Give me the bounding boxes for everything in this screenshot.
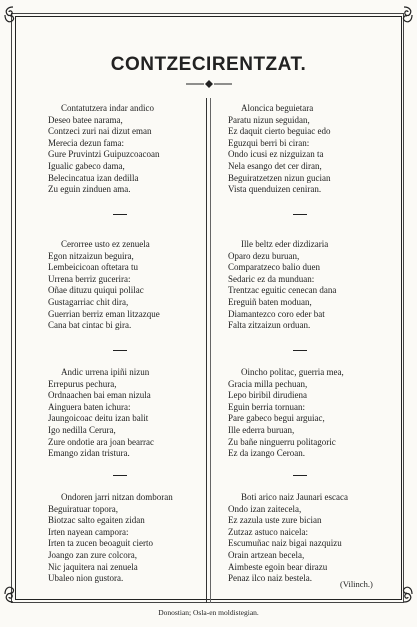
verse-line: Deseo batee narama,	[48, 114, 123, 125]
verse-line: Trentzac eguitic cenecan dana	[228, 285, 337, 296]
verse-line: Diamantezco coro eder bat	[228, 308, 325, 319]
verse-line: Comparatzeco balio duen	[228, 262, 320, 273]
verse-line: Eguzqui berri bi ciran:	[228, 137, 310, 148]
verse-line: Oincho politac, guerria mea,	[241, 367, 344, 377]
verse-line: Gracia milla pechuan,	[228, 378, 308, 389]
verse-line: Escumuñac naiz bigai nazquizu	[228, 538, 342, 549]
corner-ornament-icon	[2, 4, 24, 26]
stanza-separator	[113, 475, 127, 476]
corner-ornament-icon	[393, 4, 415, 26]
verse-line: Ereguiñ baten moduan,	[228, 296, 312, 307]
corner-ornament-icon	[2, 583, 24, 605]
verse-line: Contzeci zuri nai dizut eman	[48, 126, 152, 137]
verse-line: Cana bat cintac bi gira.	[48, 320, 132, 331]
stanza-left-2	[48, 239, 160, 332]
verse-line: Ondo izan zaitecela,	[228, 503, 302, 514]
verse-line: Sedaric ez da munduan:	[228, 273, 315, 284]
corner-ornament-icon	[393, 583, 415, 605]
verse-line: Irten nayean campora:	[48, 526, 129, 537]
verse-line: Belecincatua izan dedilla	[48, 172, 139, 183]
verse-line: Nela esango det cer diran,	[228, 160, 322, 171]
verse-line: Guerrian berriz eman litzazque	[48, 308, 160, 319]
verse-line: Zu bañe ninguerru politagoric	[228, 436, 336, 447]
verse-line: Ubaleo nion gustora.	[48, 573, 124, 584]
stanza-separator	[113, 214, 127, 215]
page-title: CONTZECIRENTZAT.	[110, 54, 307, 75]
verse-line: Merecia dezun fama:	[48, 137, 124, 148]
stanza-separator	[293, 214, 307, 215]
verse-line: Irten ta zucen beoaguit cierto	[48, 538, 153, 549]
verse-line: Aloncica beguietara	[241, 103, 314, 113]
stanza-right-1	[228, 103, 330, 196]
verse-line: Gustagarriac chit dira,	[48, 296, 129, 307]
verse-line: Gure Pruvintzi Guipuzcoacoan	[48, 149, 160, 160]
verse-line: Vista quenduizen ceniran.	[228, 184, 322, 195]
author-signature: (Vilinch.)	[340, 579, 373, 589]
column-divider	[206, 98, 211, 603]
title-ornament-icon	[186, 80, 232, 88]
verse-line: Ez zazula uste zure bician	[228, 515, 322, 526]
verse-line: Lembeicicoan oftetara tu	[48, 262, 138, 273]
verse-line: Ez da izango Ceroan.	[228, 448, 305, 459]
verse-line: Beguiratuar topora,	[48, 503, 118, 514]
printer-footer: Donostian; Osla-en moldistegian.	[158, 608, 259, 617]
stanza-right-2	[228, 239, 336, 332]
verse-line: Nic jaquitera nai zenuela	[48, 561, 138, 572]
verse-line: Contatutzera indar andico	[61, 103, 154, 113]
verse-line: Zure ondotie ara joan bearrac	[48, 436, 154, 447]
verse-line: Andic urrena ipiñi nizun	[61, 367, 150, 377]
verse-line: Zutzaz astuco naicela:	[228, 526, 308, 537]
verse-line: Cerorree usto ez zenuela	[61, 239, 150, 249]
verse-line: Boti arico naiz Jaunari escaca	[241, 492, 348, 502]
verse-line: Lepo biribil dirudiena	[228, 390, 307, 401]
verse-line: Falta zitzaizun orduan.	[228, 320, 311, 331]
verse-line: Ordnaachen bai eman nizula	[48, 390, 151, 401]
stanza-right-4	[228, 492, 348, 585]
verse-line: Oñae dituzu quiqui polilac	[48, 285, 144, 296]
verse-line: Urrena berriz gucerira:	[48, 273, 131, 284]
verse-line: Beguiratzetzen nizun gucian	[228, 172, 331, 183]
verse-line: Paratu nizun seguidan,	[228, 114, 310, 125]
stanza-separator	[113, 350, 127, 351]
verse-line: Biotzac salto egaiten zidan	[48, 515, 145, 526]
verse-line: Pare gabeco begui arguiac,	[228, 413, 325, 424]
verse-line: Eguin berria tornuan:	[228, 401, 305, 412]
verse-line: Ondoren jarri nitzan domboran	[61, 492, 173, 502]
verse-line: Penaz ilco naiz bestela.	[228, 573, 312, 584]
verse-line: Emango zidan tristura.	[48, 448, 130, 459]
verse-line: Igo nedilla Cerura,	[48, 424, 116, 435]
verse-line: Oparo dezu buruan,	[228, 250, 300, 261]
verse-line: Egon nitzaizun beguira,	[48, 250, 134, 261]
verse-line: Jaungoicoac deitu izan balit	[48, 413, 149, 424]
verse-line: Zu eguin zinduen ama.	[48, 184, 131, 195]
verse-line: Orain artzean becela,	[228, 549, 305, 560]
stanza-left-1	[48, 103, 159, 196]
verse-line: Ille ederra buruan,	[228, 424, 295, 435]
verse-line: Ille beltz eder dizdizaria	[241, 239, 329, 249]
stanza-left-4	[48, 492, 173, 585]
verse-line: Joango zan zure colcora,	[48, 549, 137, 560]
verse-line: Ez daquit cierto beguiac edo	[228, 126, 331, 137]
stanza-separator	[293, 475, 307, 476]
verse-line: Aimbeste egoin bear dirazu	[228, 561, 328, 572]
stanza-right-3	[228, 367, 344, 460]
verse-line: Igualic gabeco dama,	[48, 160, 125, 171]
verse-line: Ainguera baten ichura:	[48, 401, 131, 412]
verse-line: Ondo icusi ez nizguizan ta	[228, 149, 324, 160]
stanza-separator	[293, 350, 307, 351]
stanza-left-3	[48, 367, 154, 460]
verse-line: Errepurus pechura,	[48, 378, 117, 389]
